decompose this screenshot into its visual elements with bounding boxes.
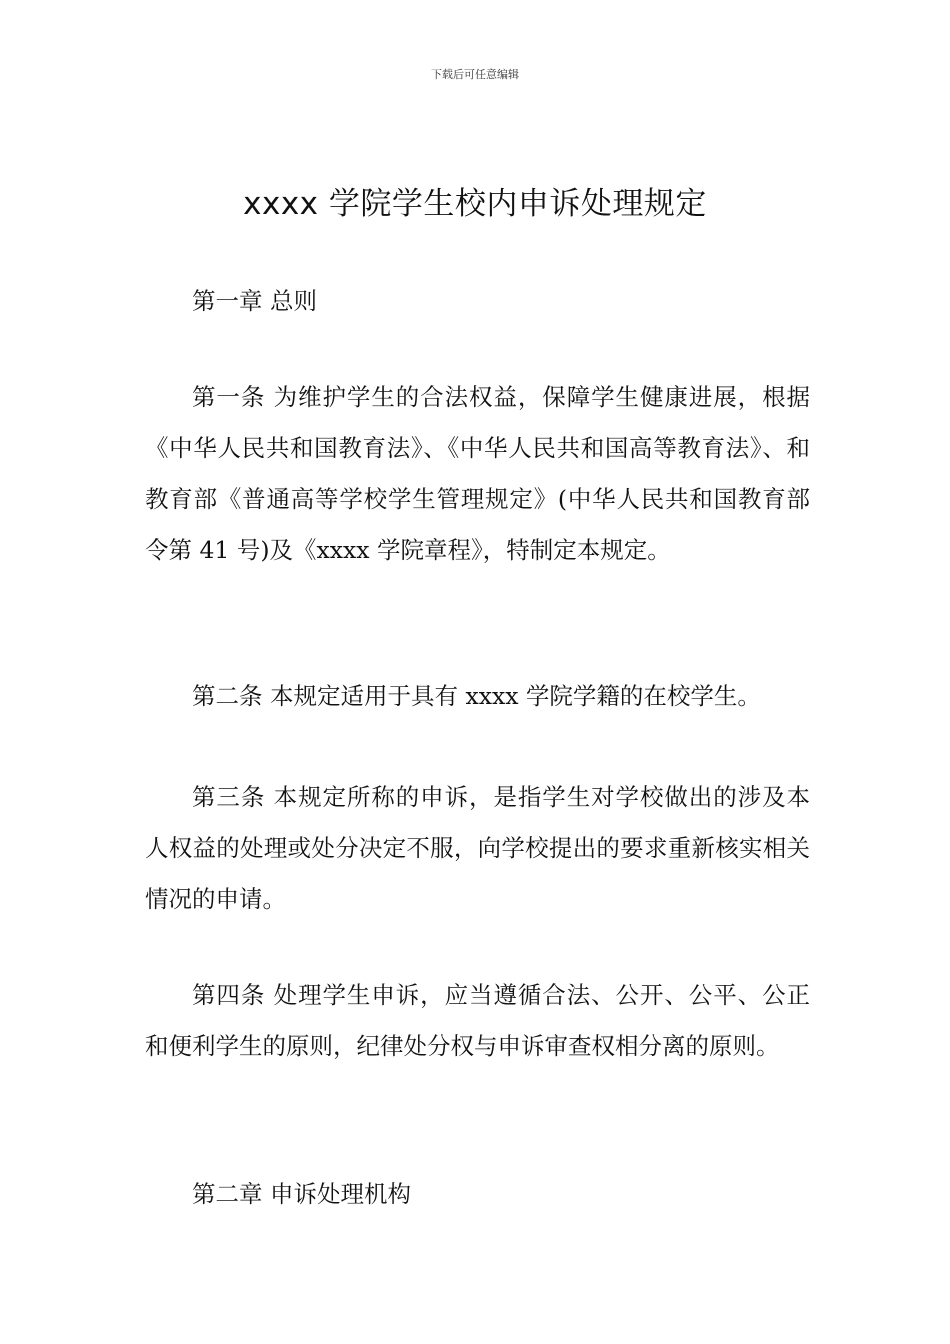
article-2-paragraph: 第二条 本规定适用于具有 xxxx 学院学籍的在校学生。: [192, 682, 761, 710]
page-header-note: 下载后可任意编辑: [431, 68, 519, 81]
chapter-heading-1: 第一章 总则: [192, 287, 317, 315]
article-4-paragraph: 第四条 处理学生申诉，应当遵循合法、公开、公平、公正和便利学生的原则，纪律处分权与申诉审查权相分离的原则。: [145, 981, 810, 1060]
article-3-paragraph: 第三条 本规定所称的申诉，是指学生对学校做出的涉及本人权益的处理或处分决定不服，向学校提出的要求重新核实相关情况的申请。: [145, 783, 810, 913]
document-title: xxxx 学院学生校内申诉处理规定: [243, 186, 707, 222]
chapter-heading-2: 第二章 申诉处理机构: [192, 1180, 411, 1208]
article-1-paragraph: 第一条 为维护学生的合法权益，保障学生健康进展，根据《中华人民共和国教育法》、《中华人民共和国高等教育法》、和教育部《普通高等学校学生管理规定》(中华人民共和国教育部令第 41 号)及《xxxx 学院章程》，特制定本规定。: [145, 383, 810, 564]
